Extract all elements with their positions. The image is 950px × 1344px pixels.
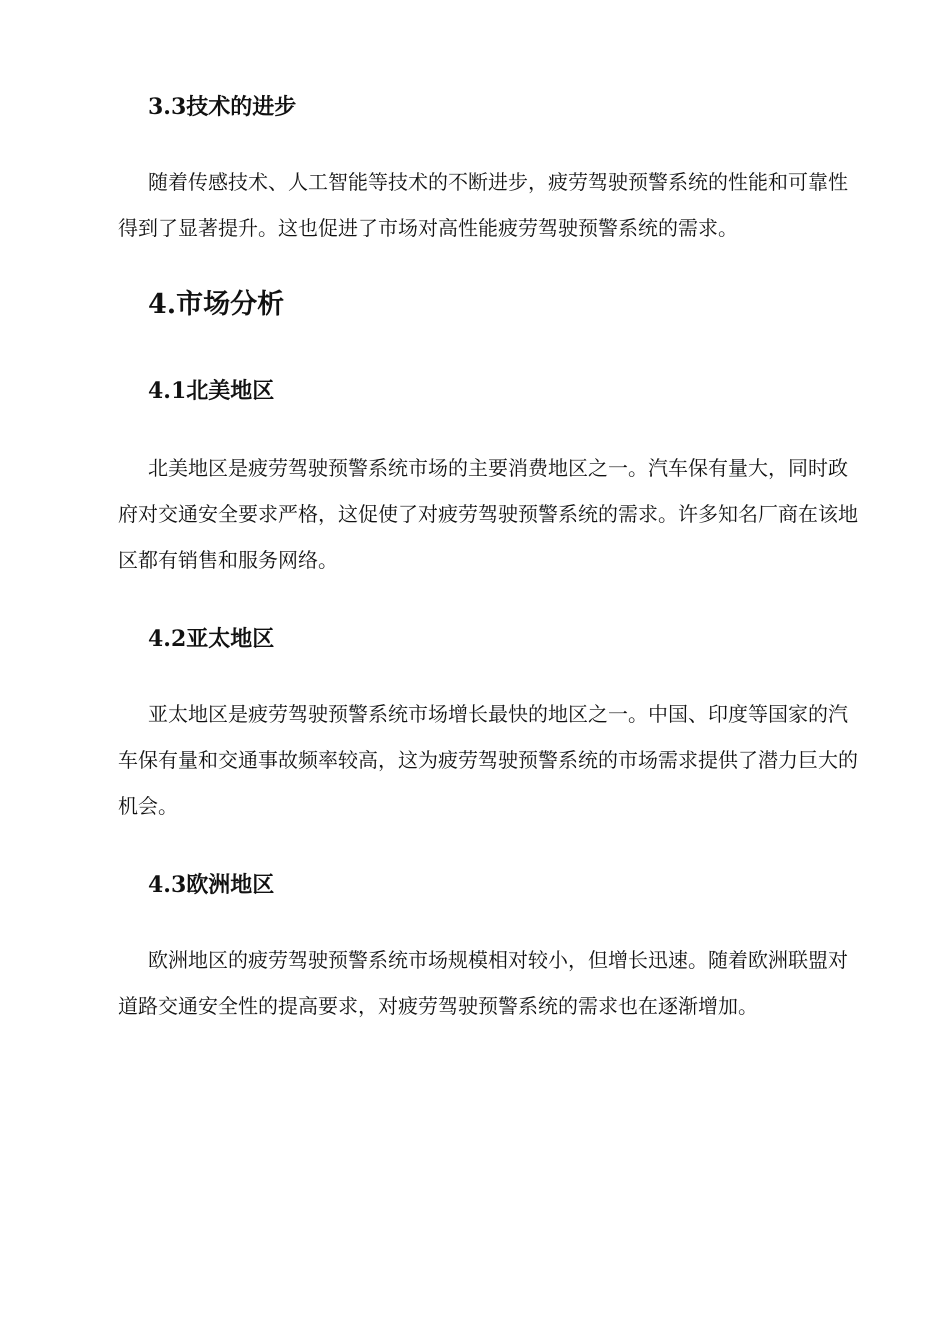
paragraph-line: 亚太地区是疲劳驾驶预警系统市场增长最快的地区之一。中国、印度等国家的汽 <box>148 702 848 726</box>
paragraph-asia-pacific <box>118 691 858 829</box>
heading-3-3: 3.3技术的进步 <box>148 94 297 120</box>
paragraph-line: 北美地区是疲劳驾驶预警系统市场的主要消费地区之一。汽车保有量大，同时政 <box>148 456 848 480</box>
heading-4-1: 4.1北美地区 <box>148 378 275 404</box>
paragraph-line: 得到了显著提升。这也促进了市场对高性能疲劳驾驶预警系统的需求。 <box>118 216 738 240</box>
paragraph-line: 区都有销售和服务网络。 <box>118 548 338 572</box>
heading-4-3: 4.3欧洲地区 <box>148 872 275 898</box>
paragraph-line: 欧洲地区的疲劳驾驶预警系统市场规模相对较小，但增长迅速。随着欧洲联盟对 <box>148 948 848 972</box>
paragraph-line: 府对交通安全要求严格，这促使了对疲劳驾驶预警系统的需求。许多知名厂商在该地 <box>118 502 858 526</box>
paragraph-europe <box>118 937 848 1029</box>
heading-4-market-analysis: 4.市场分析 <box>148 289 285 320</box>
paragraph-north-america <box>118 445 858 583</box>
paragraph-line: 道路交通安全性的提高要求，对疲劳驾驶预警系统的需求也在逐渐增加。 <box>118 994 758 1018</box>
heading-4-2: 4.2亚太地区 <box>148 626 275 652</box>
paragraph-line: 机会。 <box>118 794 178 818</box>
paragraph-line: 随着传感技术、人工智能等技术的不断进步，疲劳驾驶预警系统的性能和可靠性 <box>148 170 848 194</box>
paragraph-technology-progress <box>118 159 848 251</box>
paragraph-line: 车保有量和交通事故频率较高，这为疲劳驾驶预警系统的市场需求提供了潜力巨大的 <box>118 748 858 772</box>
